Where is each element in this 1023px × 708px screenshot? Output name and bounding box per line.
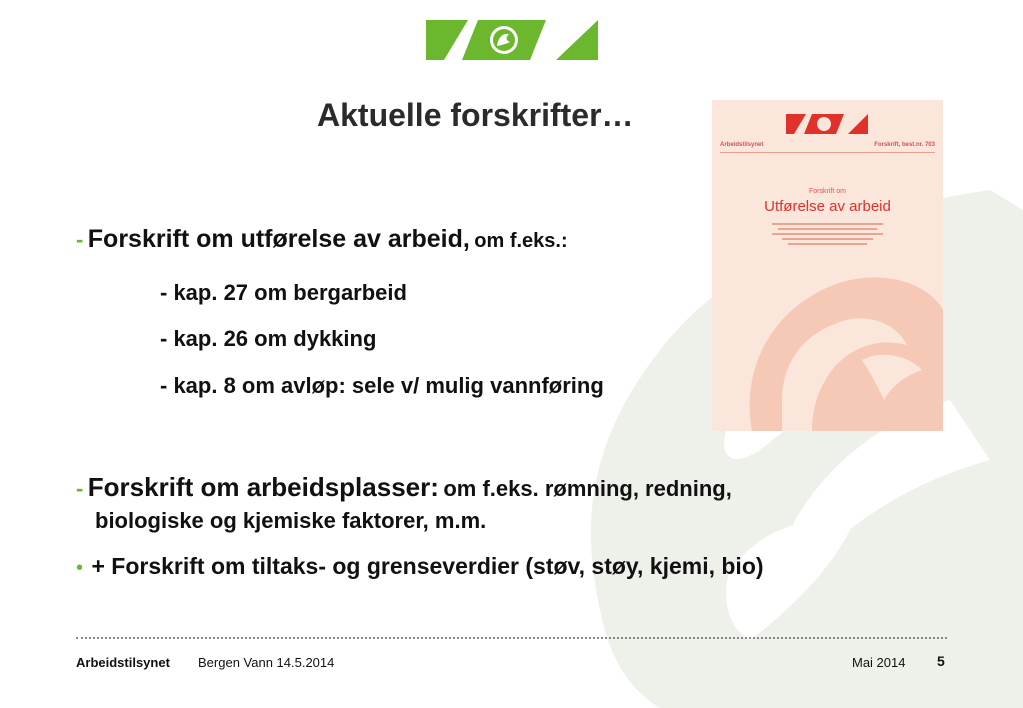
footer-date: Mai 2014 bbox=[852, 655, 906, 670]
bullet-1-marker: - bbox=[76, 227, 84, 252]
bullet-1-main: Forskrift om utførelse av arbeid, bbox=[87, 225, 470, 253]
bullet-1 bbox=[76, 225, 568, 254]
sub-item-1: - kap. 27 om bergarbeid bbox=[160, 280, 407, 305]
sub-item-2: - kap. 26 om dykking bbox=[160, 326, 377, 351]
cover-logo bbox=[786, 114, 868, 134]
bullet-2 bbox=[76, 472, 732, 503]
footer-org: Arbeidstilsynet bbox=[76, 655, 170, 670]
arbeidstilsynet-logo bbox=[426, 20, 598, 60]
bullet-3-marker: • bbox=[76, 557, 84, 579]
sub-item-3: - kap. 8 om avløp: sele v/ mulig vannføring bbox=[160, 373, 604, 398]
cover-title: Utførelse av arbeid bbox=[764, 198, 891, 215]
slide-title: Aktuelle forskrifter… bbox=[317, 97, 634, 133]
footer-divider bbox=[76, 637, 947, 639]
bullet-2-line2: biologiske og kjemiske faktorer, m.m. bbox=[95, 508, 487, 533]
bullet-3-text: + Forskrift om tiltaks- og grenseverdier (støv, støy, kjemi, bio) bbox=[91, 553, 764, 579]
bullet-3 bbox=[76, 553, 764, 580]
cover-lion-icon bbox=[712, 250, 943, 431]
bullet-2-marker: - bbox=[76, 476, 84, 501]
bullet-2-tail: om f.eks. rømning, redning, bbox=[443, 476, 732, 501]
cover-code: Forskrift, best.nr. 703 bbox=[874, 142, 935, 148]
bullet-1-tail: om f.eks.: bbox=[474, 230, 568, 252]
cover-kicker: Forskrift om bbox=[809, 188, 846, 195]
footer-event: Bergen Vann 14.5.2014 bbox=[198, 655, 335, 670]
cover-org: Arbeidstilsynet bbox=[720, 142, 764, 148]
regulation-cover-image bbox=[712, 100, 943, 431]
cover-fineprint bbox=[772, 220, 883, 248]
footer-page-number: 5 bbox=[937, 653, 945, 669]
bullet-2-main: Forskrift om arbeidsplasser: bbox=[87, 472, 439, 502]
